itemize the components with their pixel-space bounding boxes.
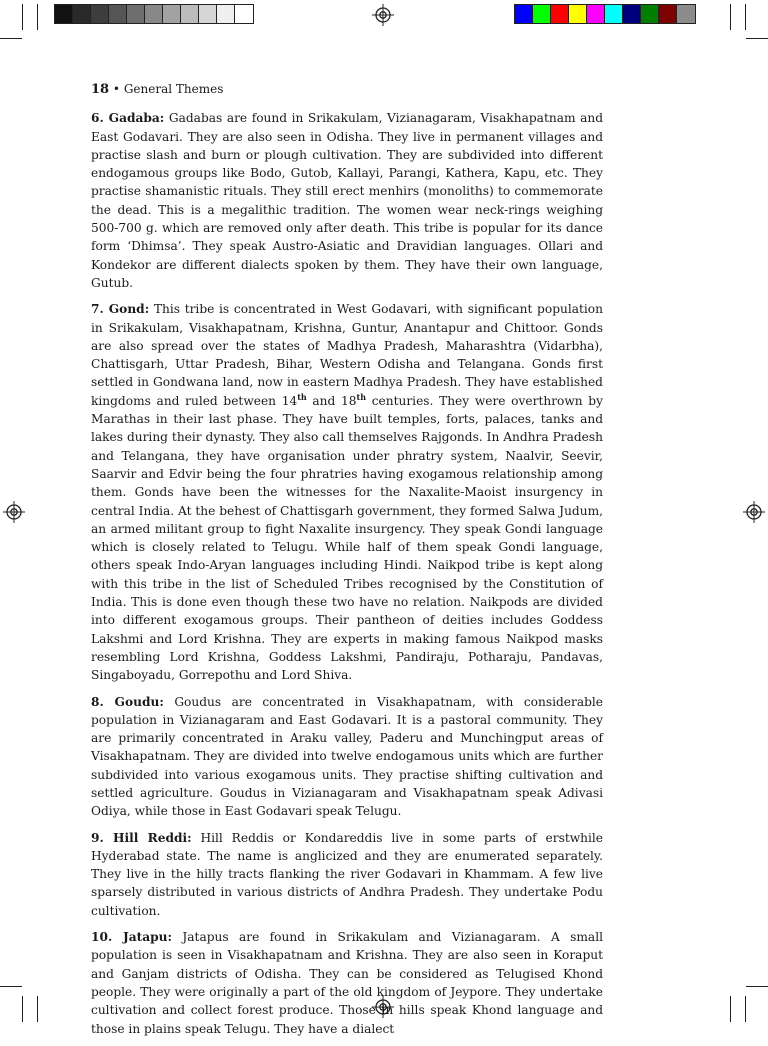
grayscale-calibration-bar [54,4,254,24]
color-swatch [569,5,587,23]
crop-mark [22,4,23,30]
color-swatch [677,5,695,23]
color-swatch [515,5,533,23]
entry-heading: 10. Jatapu: [91,930,173,945]
entry-text: Gadabas are found in Srikakulam, Vizianagaram, Visakhapatnam and East Godavari. They are also seen in Odisha. They live in permanent villages and practise slash and burn or plough cultivation. They are subdivided into different endogamous groups like Bodo, Gutob, Kallayi, Parangi, Kathera, Kapu, etc. They practise shamanistic rituals. They still erect menhirs (monoliths) to commemorate the dead. This is a megalithic tradition. The women wear neck-rings weighing 500-700 g. which are removed only after death. This tribe is popular for its dance form ‘Dhimsa’. They speak Austro-Asiatic and Dravidian languages. Ollari and Kondekor are different dialects spoken by them. They have their own language, Gutub. [91,111,603,290]
crop-mark [37,4,38,30]
page-body [91,80,603,1046]
color-swatch [659,5,677,23]
registration-target-icon [372,4,394,26]
crop-mark [730,4,731,30]
crop-mark [746,986,768,987]
entry-text: centuries. They were overthrown by Marathas in their last phase. They have built temples, forts, palaces, tanks and lakes during their dynasty. They also call themselves Rajgonds. In Andhra Pradesh and Telangana, they have organisation under phratry system, Naalvir, Seevir, Saarvir and Edvir being the four phratries having exogamous relationship among them. Gonds have been the witnesses for the Naxalite-Maoist insurgency in central India. At the behest of Chattisgarh government, they formed Salwa Judum, an armed militant group to fight Naxalite insurgency. They speak Gondi language which is closely related to Telugu. While half of them speak Gondi language, others speak Indo-Aryan languages including Hindi. Naikpod tribe is kept along with this tribe in the list of Scheduled Tribes recognised by the Constitution of India. This is done even though these two have no relation. Naikpods are divided into different exogamous groups. Their pantheon of deities includes Goddess Lakshmi and Lord Krishna. They are experts in making famous Naikpod masks resembling Lord Krishna, Goddess Lakshmi, Pandiraju, Potharaju, Pandavas, Singaboyadu, Gorrepothu and Lord Shiva. [91,393,603,683]
entry-gond [91,300,603,684]
entry-gadaba [91,109,603,292]
entry-text: and 18 [306,393,357,408]
crop-mark [0,986,22,987]
color-swatch [623,5,641,23]
crop-mark [746,38,768,39]
color-swatch [217,5,235,23]
color-swatch [73,5,91,23]
color-swatch [587,5,605,23]
color-calibration-bar [514,4,696,24]
header-bullet: • [112,82,120,96]
color-swatch [641,5,659,23]
entry-heading: 9. Hill Reddi: [91,830,192,845]
crop-mark [730,996,731,1022]
registration-target-icon [3,501,25,523]
entry-heading: 7. Gond: [91,302,150,317]
color-swatch [127,5,145,23]
entry-heading: 6. Gadaba: [91,111,165,126]
superscript: th [356,391,367,402]
page-number: 18 [91,82,110,97]
color-swatch [533,5,551,23]
superscript: th [297,391,307,402]
crop-mark [22,996,23,1022]
entry-hill-reddi [91,829,603,920]
entry-text: This tribe is concentrated in West Godavari, with significant population in Srikakulam, Visakhapatnam, Krishna, Guntur, Anantapur and Chittoor. Gonds are also spread over the states of Madhya Pradesh, Maharashtra (Vidarbha), Chattisgarh, Uttar Pradesh, Bihar, Western Odisha and Telangana. Gonds first settled in Gondwana land, now in eastern Madhya Pradesh. They have established kingdoms and ruled between 14 [91,302,603,408]
running-title: General Themes [123,82,224,96]
color-swatch [55,5,73,23]
crop-mark [745,996,746,1022]
registration-target-icon [743,501,765,523]
color-swatch [109,5,127,23]
color-swatch [605,5,623,23]
color-swatch [551,5,569,23]
color-swatch [91,5,109,23]
crop-mark [37,996,38,1022]
color-swatch [235,5,253,23]
color-swatch [145,5,163,23]
color-swatch [181,5,199,23]
running-header [91,80,603,99]
crop-mark [745,4,746,30]
entry-text: Goudus are concentrated in Visakhapatnam, with considerable population in Vizianagaram and East Godavari. It is a pastoral community. They are primarily concentrated in Araku valley, Paderu and Munchingput areas of Visakhapatnam. They are divided into twelve endogamous units which are further subdivided into various exogamous units. They practise shifting cultivation and settled agriculture. Goudus in Vizianagaram and Visakhapatnam speak Adivasi Odiya, while those in East Godavari speak Telugu. [91,694,604,819]
entry-goudu [91,693,603,821]
color-swatch [199,5,217,23]
entry-text: Hill Reddis or Kondareddis live in some parts of erstwhile Hyderabad state. The name is anglicized and they are enumerated separately. They live in the hilly tracts flanking the river Godavari in Khammam. A few live sparsely distributed in various districts of Andhra Pradesh. They undertake Podu cultivation. [91,830,604,918]
color-swatch [163,5,181,23]
entry-heading: 8. Goudu: [91,694,164,709]
entry-jatapu [91,928,603,1038]
crop-mark [0,38,22,39]
entry-text: Jatapus are found in Srikakulam and Vizianagaram. A small population is seen in Visakhapatnam and Krishna. They are also seen in Koraput and Ganjam districts of Odisha. They can be considered as Telugised Khond people. They were originally a part of the old kingdom of Jeypore. They undertake cultivation and collect forest produce. Those in hills speak Khond language and those in plains speak Telugu. They have a dialect [91,930,603,1036]
